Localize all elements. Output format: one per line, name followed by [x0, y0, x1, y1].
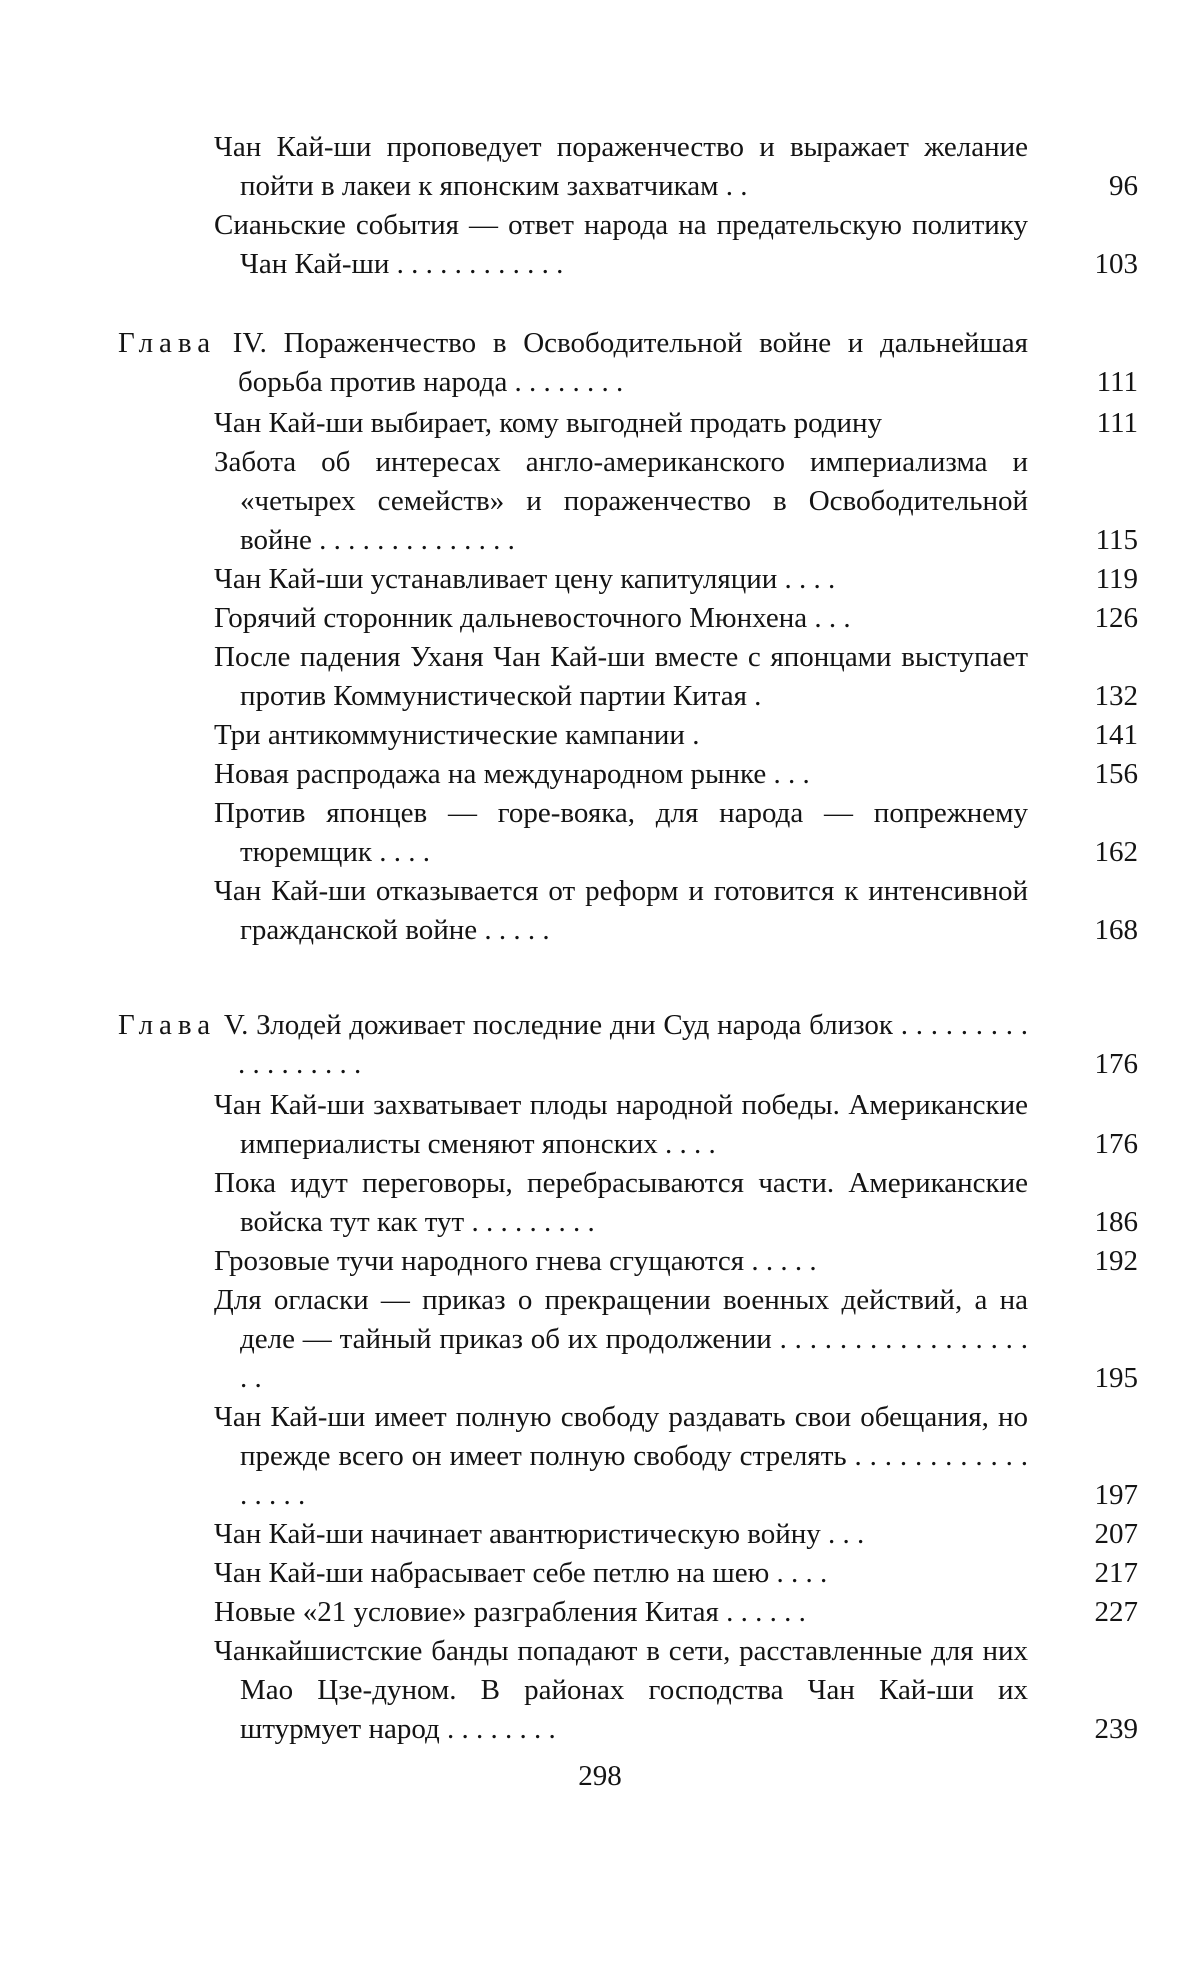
- chapter-label: Глава: [118, 1009, 217, 1041]
- toc-entry-page: 186: [1094, 1206, 1138, 1238]
- toc-chapter: [118, 1006, 1138, 1084]
- toc-entry: [214, 206, 1138, 284]
- toc-entry-page: 217: [1094, 1557, 1138, 1589]
- toc-entry-title: Забота об интересах англо-американского империализма и «четырех семейств» и пораженчество в Освободительной войне . . . . . . . . . . . . . .: [214, 446, 1028, 556]
- toc-entry-title: Грозовые тучи народного гнева сгущаются . . . . .: [214, 1245, 817, 1277]
- toc-entry-page: 239: [1094, 1713, 1138, 1745]
- toc-entry-page: 192: [1094, 1245, 1138, 1277]
- toc-chapter: [118, 324, 1138, 402]
- toc-entry-title: Чан Кай-ши имеет полную свободу раздавать свои обещания, но прежде всего он имеет полную свободу стрелять . . . . . . . . . . . . . . . . .: [214, 1401, 1028, 1511]
- toc-chapter-page: 176: [1094, 1048, 1138, 1080]
- toc-entry-page: 197: [1094, 1479, 1138, 1511]
- toc-entry-title: Чанкайшистские банды попадают в сети, расставленные для них Мао Цзе-дуном. В районах господства Чан Кай-ши их штурмует народ . . . . . . . .: [214, 1635, 1028, 1745]
- toc-entry-title: Чан Кай-ши набрасывает себе петлю на шею . . . .: [214, 1557, 828, 1589]
- toc-entry-page: 103: [1094, 248, 1138, 280]
- toc-entry-title: Чан Кай-ши проповедует пораженчество и выражает желание пойти в лакеи к японским захватчикам . .: [214, 131, 1028, 202]
- toc-entry-title: Чан Кай-ши выбирает, кому выгодней продать родину: [214, 407, 883, 439]
- toc-entry-title: Чан Кай-ши устанавливает цену капитуляции . . . .: [214, 563, 836, 595]
- toc-entry-page: 207: [1094, 1518, 1138, 1550]
- toc-entry-page: 119: [1095, 563, 1138, 595]
- toc-entry-page: 126: [1094, 602, 1138, 634]
- toc-entry-page: 141: [1094, 719, 1138, 751]
- toc-entry-title: Против японцев — горе-вояка, для народа — попрежнему тюремщик . . . .: [214, 797, 1028, 868]
- toc-entry-title: Новая распродажа на международном рынке . . .: [214, 758, 810, 790]
- chapter-label: Глава: [118, 327, 217, 359]
- toc-chapter-title: IV. Пораженчество в Освободительной войне и дальнейшая борьба против народа . . . . . . . .: [216, 327, 1028, 398]
- toc-entry: [214, 1281, 1138, 1398]
- toc-entry: [214, 404, 1138, 443]
- toc-entry-title: Чан Кай-ши начинает авантюристическую войну . . .: [214, 1518, 865, 1550]
- toc-entry-page: 132: [1094, 680, 1138, 712]
- toc-entry: [214, 1164, 1138, 1242]
- toc-entry-title: Три антикоммунистические кампании .: [214, 719, 700, 751]
- toc-entry-title: После падения Уханя Чан Кай-ши вместе с японцами выступает против Коммунистической партии Китая .: [214, 641, 1028, 712]
- toc-entry: [214, 872, 1138, 950]
- toc-entry: [214, 1398, 1138, 1515]
- toc-entry-title: Чан Кай-ши захватывает плоды народной победы. Американские империалисты сменяют японских . . . .: [214, 1089, 1028, 1160]
- toc-chapter-title: V. Злодей доживает последние дни Суд народа близок . . . . . . . . . . . . . . . . . .: [216, 1009, 1028, 1080]
- toc-entry: [214, 599, 1138, 638]
- page-number: 298: [578, 1760, 622, 1792]
- toc-entry: [214, 560, 1138, 599]
- toc-entry-page: 195: [1094, 1362, 1138, 1394]
- toc-entry-title: Новые «21 условие» разграбления Китая . . . . . .: [214, 1596, 806, 1628]
- toc-entry-page: 96: [1109, 170, 1138, 202]
- toc-entry-page: 111: [1096, 407, 1138, 439]
- toc-entry-title: Пока идут переговоры, перебрасываются части. Американские войска тут как тут . . . . . . . . .: [214, 1167, 1028, 1238]
- table-of-contents: [118, 128, 1138, 1749]
- toc-entry-page: 227: [1094, 1596, 1138, 1628]
- toc-entry-title: Горячий сторонник дальневосточного Мюнхена . . .: [214, 602, 851, 634]
- toc-entry: [214, 755, 1138, 794]
- toc-entry: [214, 716, 1138, 755]
- toc-entry: [214, 128, 1138, 206]
- toc-entry: [214, 638, 1138, 716]
- toc-entry-title: Для огласки — приказ о прекращении военных действий, а на деле — тайный приказ об их продолжении . . . . . . . . . . . . . . . . . . .: [214, 1284, 1028, 1394]
- toc-entry-page: 115: [1095, 524, 1138, 556]
- toc-entry-page: 162: [1094, 836, 1138, 868]
- toc-entry-title: Чан Кай-ши отказывается от реформ и готовится к интенсивной гражданской войне . . . . .: [214, 875, 1028, 946]
- toc-entry: [214, 443, 1138, 560]
- toc-entry-title: Сианьские события — ответ народа на предательскую политику Чан Кай-ши . . . . . . . . . . . .: [214, 209, 1028, 280]
- toc-entry: [214, 1086, 1138, 1164]
- toc-entry: [214, 1554, 1138, 1593]
- toc-entry-page: 156: [1094, 758, 1138, 790]
- toc-entry: [214, 1242, 1138, 1281]
- toc-entry: [214, 1593, 1138, 1632]
- toc-entry-page: 176: [1094, 1128, 1138, 1160]
- toc-chapter-page: 111: [1096, 366, 1138, 398]
- toc-entry: [214, 794, 1138, 872]
- toc-entry: [214, 1515, 1138, 1554]
- toc-entry-page: 168: [1094, 914, 1138, 946]
- toc-entry: [214, 1632, 1138, 1749]
